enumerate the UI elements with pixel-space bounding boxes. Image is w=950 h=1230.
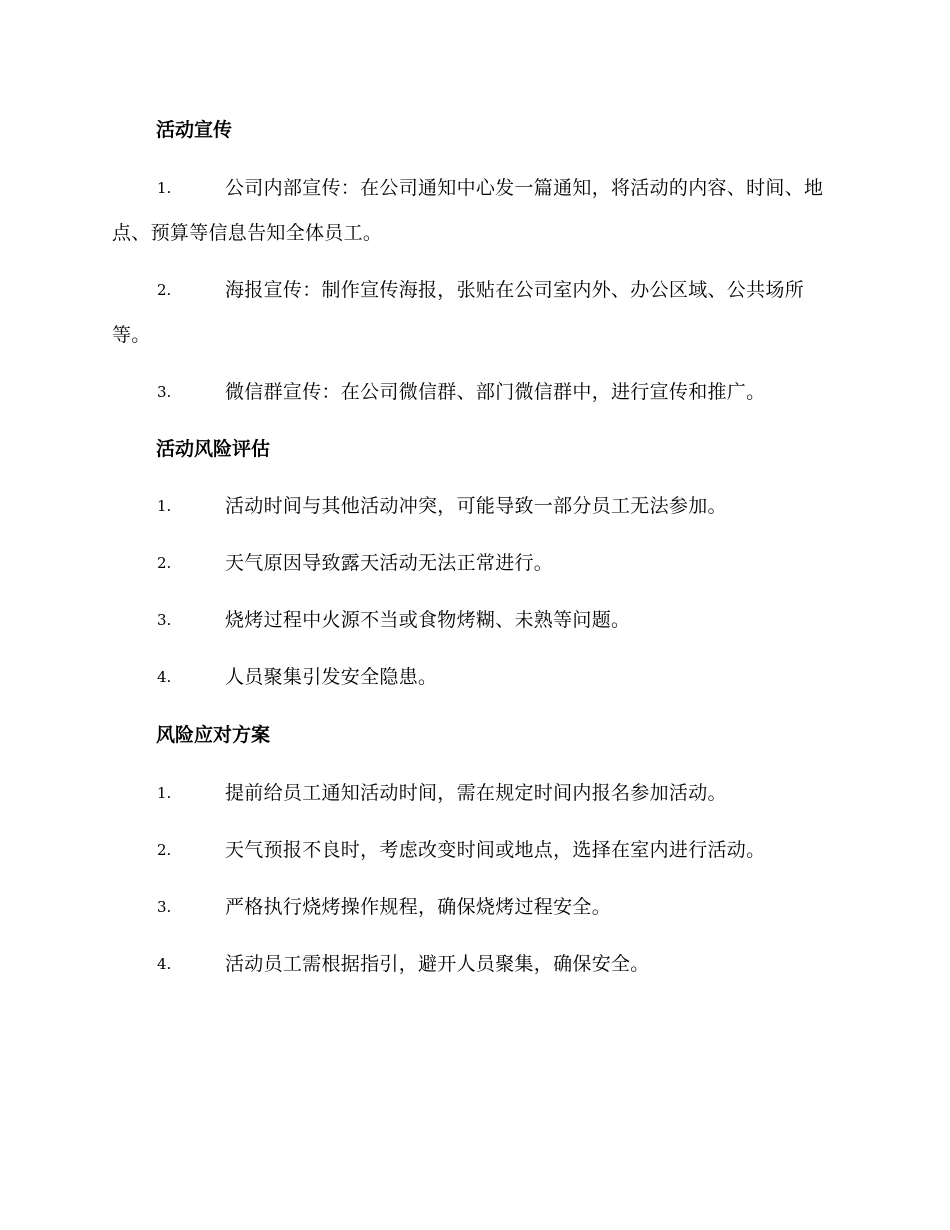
- list-item-number: 3.: [157, 898, 172, 916]
- list-item-text: 活动时间与其他活动冲突，可能导致一部分员工无法参加。: [225, 495, 727, 517]
- list-item-number: 1.: [157, 497, 172, 515]
- list-item-text: 海报宣传：制作宣传海报，张贴在公司室内外、办公区域、公共场所等。: [112, 279, 805, 346]
- list-item-text: 天气原因导致露天活动无法正常进行。: [225, 552, 554, 574]
- list-item-number: 3.: [157, 611, 172, 629]
- list-item-text: 提前给员工通知活动时间，需在规定时间内报名参加活动。: [225, 782, 727, 804]
- list-item-number: 1.: [157, 179, 172, 197]
- list-item-text: 人员聚集引发安全隐患。: [225, 666, 438, 688]
- list-item-text: 活动员工需根据指引，避开人员聚集，确保安全。: [225, 953, 650, 975]
- list-item-text: 严格执行烧烤操作规程，确保烧烤过程安全。: [225, 896, 612, 918]
- list-item-number: 1.: [157, 784, 172, 802]
- list-item-number: 2.: [157, 281, 172, 299]
- section-heading: 风险应对方案: [156, 724, 271, 746]
- list-item-text: 公司内部宣传：在公司通知中心发一篇通知，将活动的内容、时间、地点、预算等信息告知全体员工。: [112, 177, 824, 244]
- list-item-text: 天气预报不良时，考虑改变时间或地点，选择在室内进行活动。: [225, 839, 766, 861]
- list-item-text: 微信群宣传：在公司微信群、部门微信群中，进行宣传和推广。: [225, 381, 766, 403]
- list-item-number: 4.: [157, 955, 172, 973]
- section-heading: 活动宣传: [156, 119, 233, 141]
- list-item-number: 2.: [157, 554, 172, 572]
- list-item-text: 烧烤过程中火源不当或食物烤糊、未熟等问题。: [225, 609, 631, 631]
- list-item-number: 4.: [157, 668, 172, 686]
- list-item-number: 3.: [157, 383, 172, 401]
- section-heading: 活动风险评估: [156, 438, 271, 460]
- list-item-number: 2.: [157, 841, 172, 859]
